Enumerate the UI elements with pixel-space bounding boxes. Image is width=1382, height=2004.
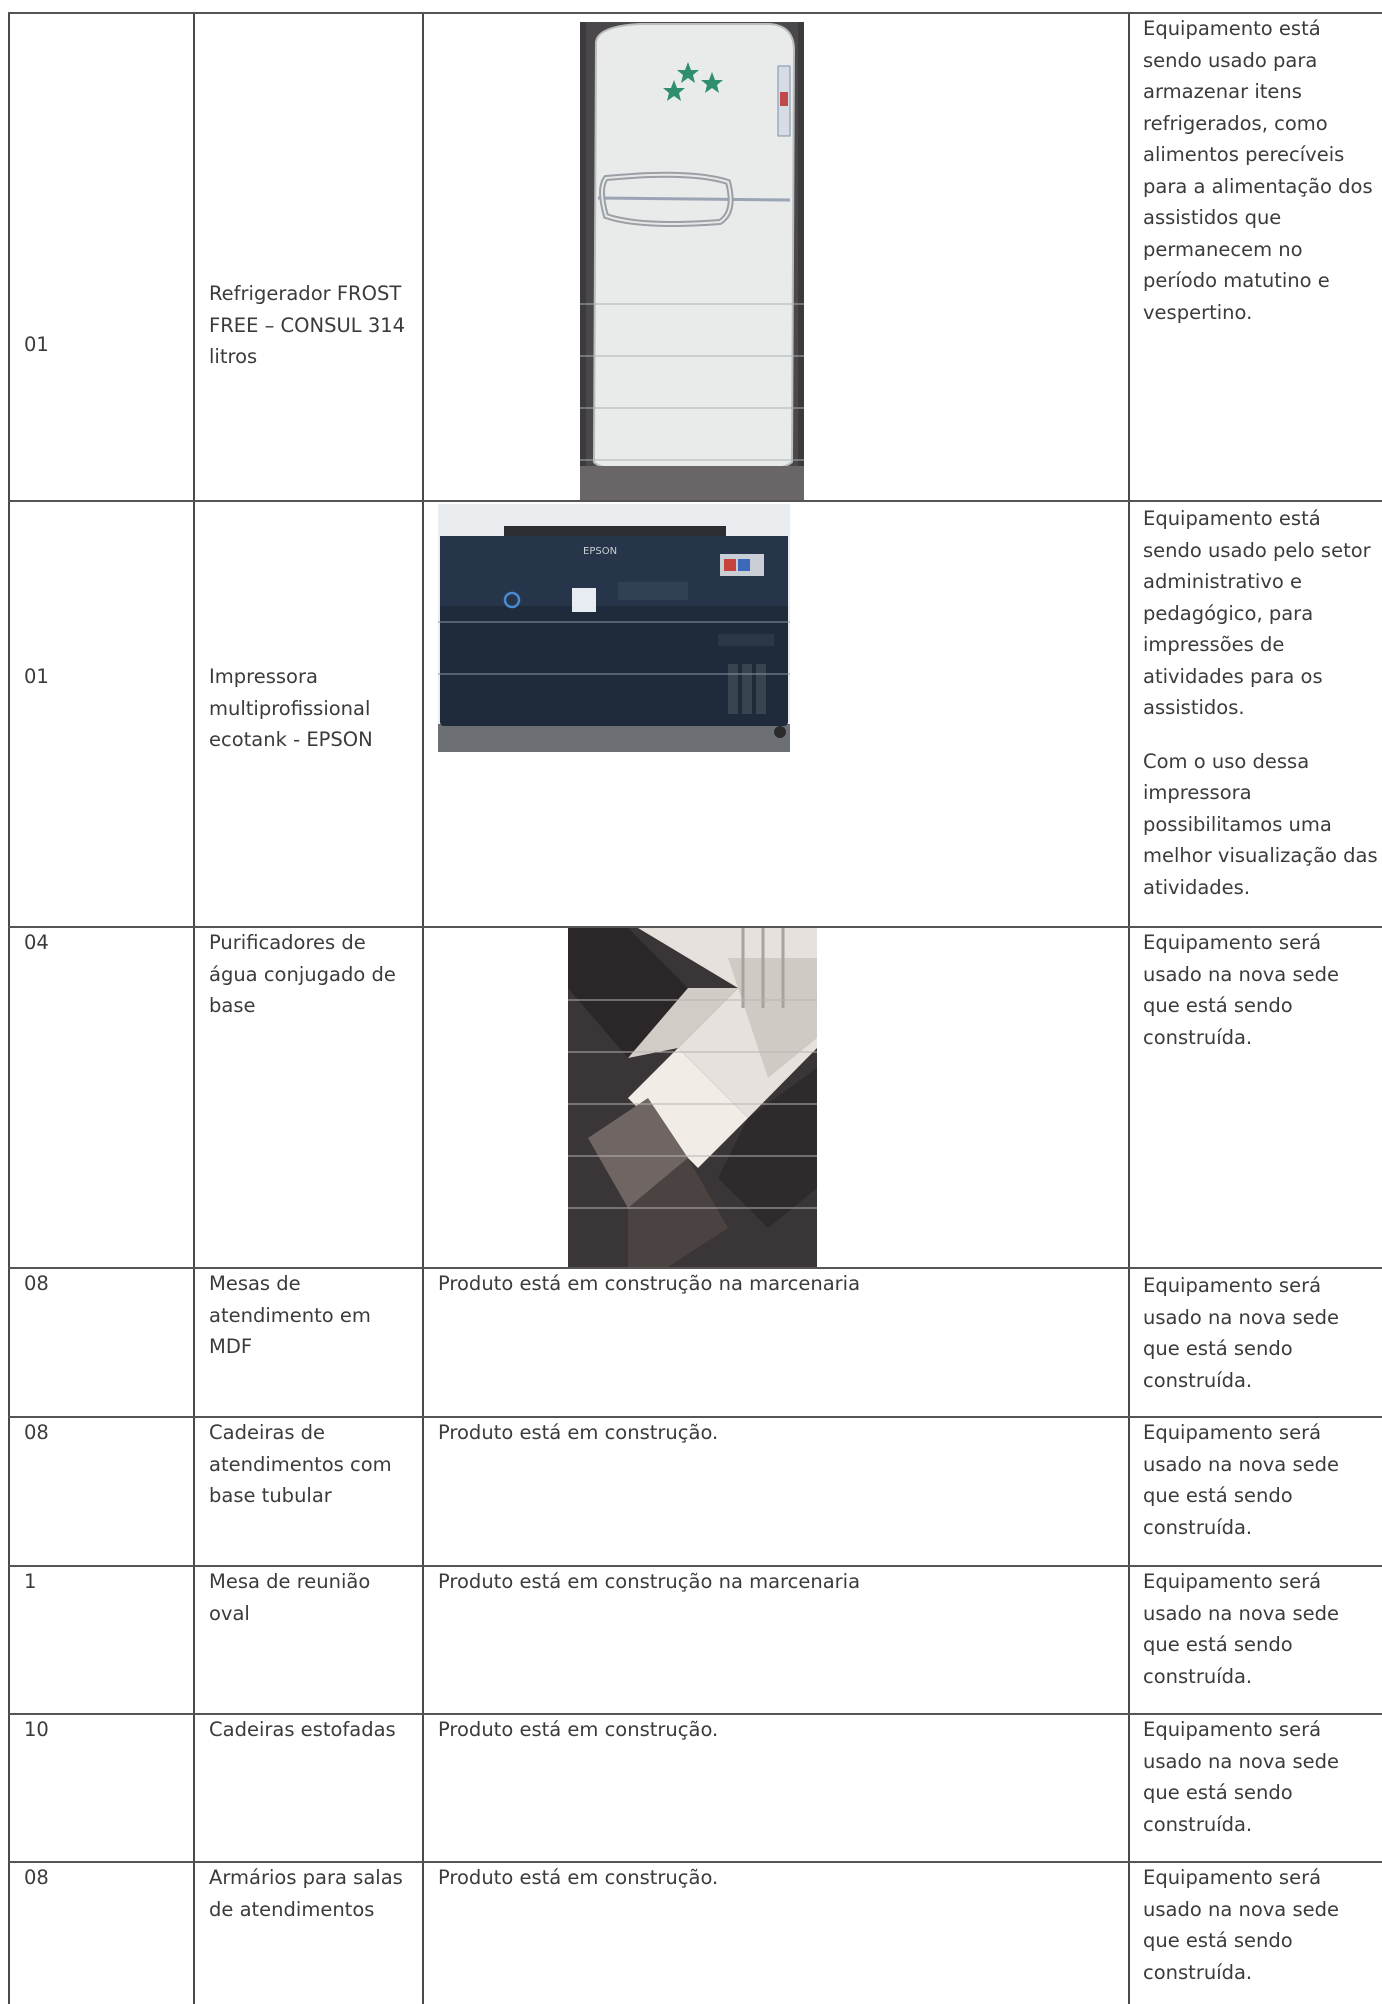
justification-text: Equipamento será usado na nova sede que está sendo construída. bbox=[1143, 1718, 1339, 1836]
status-cell: Produto está em construção na marcenaria bbox=[438, 1570, 861, 1593]
quantity-cell: 01 bbox=[24, 333, 49, 356]
column-rule bbox=[193, 12, 195, 2004]
item-name-cell: Impressora multiprofissional ecotank - EPSON bbox=[209, 665, 373, 751]
item-name-cell: Armários para salas de atendimentos bbox=[209, 1866, 403, 1921]
status-cell: Produto está em construção. bbox=[438, 1718, 719, 1741]
justification-cell bbox=[1143, 13, 1379, 328]
justification-cell bbox=[1143, 1714, 1379, 1840]
quantity-cell: 01 bbox=[24, 665, 49, 688]
row-rule bbox=[8, 500, 1382, 502]
justification-text: Equipamento será usado na nova sede que está sendo construída. bbox=[1143, 1421, 1339, 1539]
quantity-cell: 08 bbox=[24, 1272, 49, 1295]
justification-cell bbox=[1143, 1862, 1379, 1988]
printer-brand-label: EPSON bbox=[583, 546, 618, 557]
item-name-cell: Mesa de reunião oval bbox=[209, 1570, 371, 1625]
justification-text: Equipamento será usado na nova sede que está sendo construída. bbox=[1143, 1274, 1339, 1392]
status-cell: Produto está em construção na marcenaria bbox=[438, 1272, 861, 1295]
item-name-cell: Purificadores de água conjugado de base bbox=[209, 931, 396, 1017]
refrigerator-photo bbox=[580, 22, 804, 500]
item-name-cell: Cadeiras de atendimentos com base tubular bbox=[209, 1421, 392, 1507]
quantity-cell: 10 bbox=[24, 1718, 49, 1741]
status-cell: Produto está em construção. bbox=[438, 1866, 719, 1889]
item-name-cell: Cadeiras estofadas bbox=[209, 1718, 396, 1741]
justification-cell bbox=[1143, 927, 1379, 1053]
column-rule bbox=[422, 12, 424, 2004]
justification-text: Equipamento será usado na nova sede que está sendo construída. bbox=[1143, 931, 1339, 1049]
quantity-cell: 1 bbox=[24, 1570, 37, 1593]
item-name-cell: Mesas de atendimento em MDF bbox=[209, 1272, 371, 1358]
justification-cell bbox=[1143, 1566, 1379, 1692]
status-cell: Produto está em construção. bbox=[438, 1421, 719, 1444]
justification-cell bbox=[1143, 503, 1379, 903]
justification-cell bbox=[1143, 1270, 1379, 1396]
quantity-cell: 08 bbox=[24, 1421, 49, 1444]
justification-text: Equipamento será usado na nova sede que está sendo construída. bbox=[1143, 1866, 1339, 1984]
justification-text: Com o uso dessa impressora possibilitamos uma melhor visualização das atividades. bbox=[1143, 749, 1378, 899]
column-rule bbox=[8, 12, 10, 2004]
justification-text: Equipamento está sendo usado para armazenar itens refrigerados, como alimentos perecíveis para a alimentação dos assistidos que permanecem no período matutino e vespertino. bbox=[1143, 17, 1373, 324]
justification-cell bbox=[1143, 1417, 1379, 1543]
boxes-photo bbox=[568, 928, 817, 1267]
printer-photo bbox=[438, 504, 790, 752]
quantity-cell: 08 bbox=[24, 1866, 49, 1889]
justification-text: Equipamento está sendo usado pelo setor administrativo e pedagógico, para impressões de atividades para os assistidos. bbox=[1143, 507, 1371, 719]
justification-text: Equipamento será usado na nova sede que está sendo construída. bbox=[1143, 1570, 1339, 1688]
item-name-cell: Refrigerador FROST FREE – CONSUL 314 litros bbox=[209, 282, 406, 368]
column-rule bbox=[1128, 12, 1130, 2004]
quantity-cell: 04 bbox=[24, 931, 49, 954]
